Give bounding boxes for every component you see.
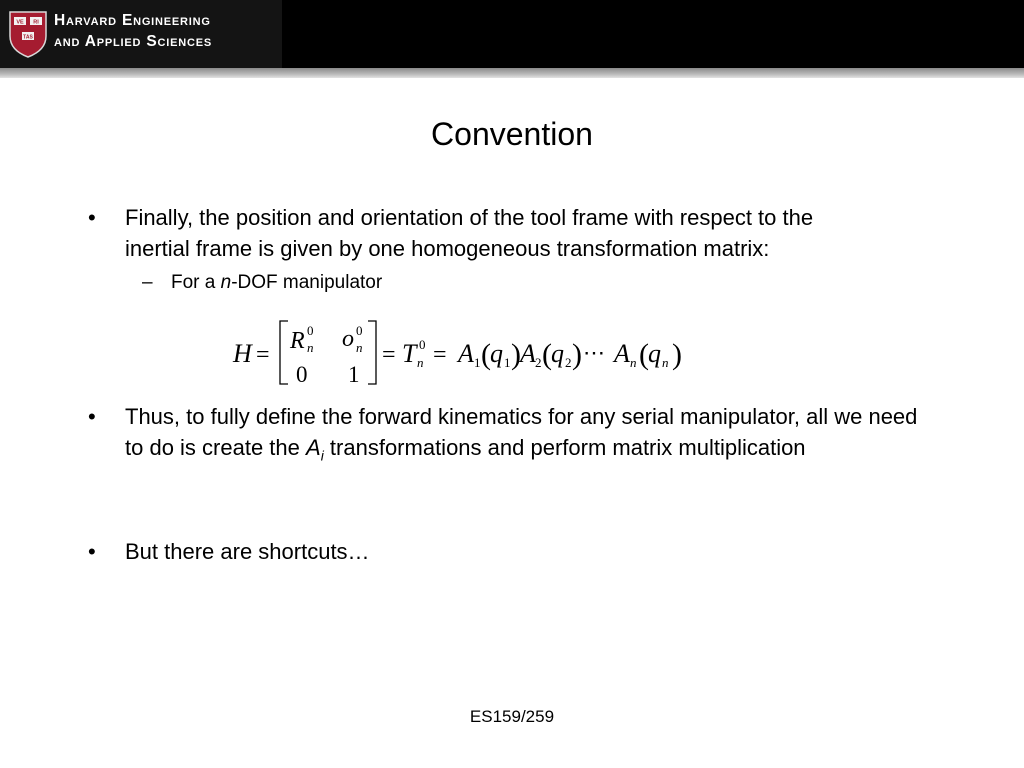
logo-text: [54, 10, 212, 52]
bullet-2-var-sub: i: [320, 447, 324, 464]
eq-R-sup: 0: [307, 323, 314, 338]
eq-lparen-2: (: [542, 338, 552, 371]
eq-A2: A: [520, 339, 536, 368]
bullet-3: But there are shortcuts…: [125, 539, 370, 564]
eq-rparen-1: ): [511, 338, 521, 371]
sub-bullet: [171, 270, 382, 296]
logo-line-1: Harvard Engineering: [54, 12, 211, 29]
eq-rparen-2: ): [572, 338, 582, 371]
eq-o-sub: n: [356, 340, 363, 355]
bullet-1-line-2: inertial frame is given by one homogeneous transformation matrix:: [125, 236, 770, 261]
footer-course-code: ES159/259: [469, 707, 555, 726]
eq-dots: ⋯: [583, 340, 605, 365]
eq-o: o: [342, 326, 354, 352]
eq-T-sub: n: [417, 355, 424, 370]
eq-T-sup: 0: [419, 337, 426, 352]
header-divider: [0, 68, 1024, 78]
eq-q2: q: [551, 339, 564, 368]
eq-R: R: [290, 328, 305, 354]
harvard-logo: [0, 0, 282, 68]
bullet-2-text-1: Thus, to fully define the forward kinematics for any serial manipulator, all we need to do is create the: [125, 404, 918, 460]
eq-T: T: [402, 339, 417, 368]
eq-qn: q: [648, 339, 661, 368]
shield-letters-ve: VE: [16, 19, 24, 26]
sub-bullet-marker: –: [142, 272, 153, 293]
bullet-marker: •: [88, 404, 96, 429]
bullet-2-var: A: [306, 435, 321, 460]
eq-A2-sub: 2: [535, 355, 542, 370]
eq-q1-sub: 1: [504, 355, 511, 370]
eq-equals-2: =: [382, 342, 396, 368]
eq-H: H: [233, 339, 252, 368]
eq-equals-3: =: [433, 342, 447, 368]
logo-line-2: and Applied Sciences: [54, 33, 213, 50]
sub-bullet-var: n: [220, 272, 232, 293]
eq-q1: q: [490, 339, 503, 368]
bullet-1-line-1: Finally, the position and orientation of the tool frame with respect to the: [125, 205, 814, 230]
eq-o-sup: 0: [356, 323, 363, 338]
sub-bullet-prefix: For a: [171, 272, 221, 293]
bullet-marker: •: [88, 205, 96, 230]
eq-equals-1: =: [256, 342, 270, 368]
eq-A1: A: [458, 339, 474, 368]
eq-R-sub: n: [307, 340, 314, 355]
eq-lparen-1: (: [481, 338, 491, 371]
eq-An: A: [614, 339, 630, 368]
eq-An-sub: n: [630, 355, 637, 370]
eq-q2-sub: 2: [565, 355, 572, 370]
bullet-marker: •: [88, 539, 96, 564]
bullet-1: [125, 202, 945, 264]
eq-A1-sub: 1: [474, 355, 481, 370]
sub-bullet-suffix: -DOF manipulator: [231, 272, 383, 293]
shield-letters-tas: TAS: [23, 34, 33, 41]
eq-lparen-n: (: [639, 338, 649, 371]
eq-zero: 0: [296, 362, 308, 387]
eq-one: 1: [348, 362, 360, 387]
matrix-right-bracket: [368, 321, 376, 384]
slide-title: Convention: [431, 116, 593, 152]
bullet-2: [125, 401, 925, 471]
eq-qn-sub: n: [662, 355, 669, 370]
eq-rparen-n: ): [672, 338, 682, 371]
matrix-left-bracket: [280, 321, 288, 384]
bullet-2-text-2: transformations and perform matrix multiplication: [323, 435, 806, 460]
kinematics-equation: [228, 314, 698, 392]
shield-letters-ri: RI: [33, 19, 39, 26]
harvard-shield-icon: [8, 10, 48, 58]
